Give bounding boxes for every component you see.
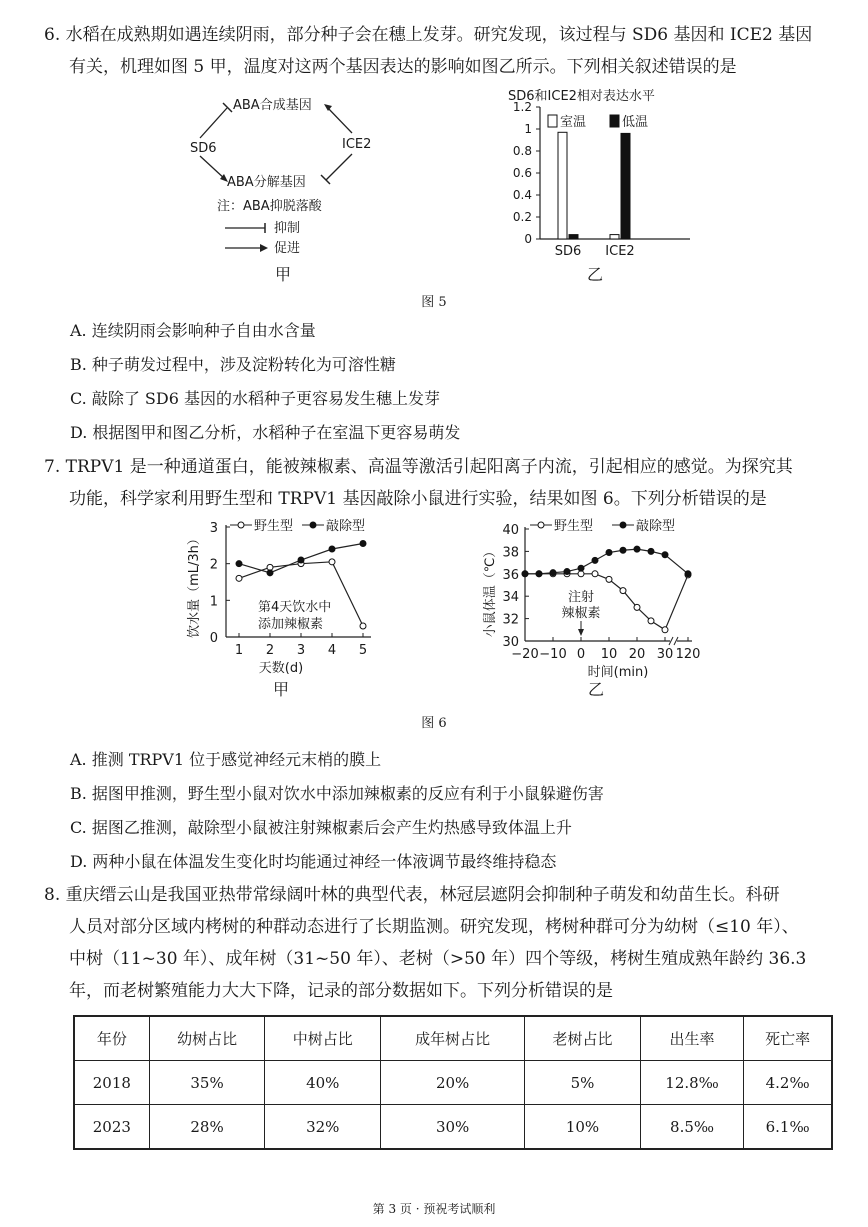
x-tick-label: 120 (675, 647, 701, 662)
table-cell: 5% (525, 1061, 641, 1105)
data-point (606, 576, 612, 582)
x-tick-label: −10 (539, 647, 567, 662)
table-header-cell: 中树占比 (265, 1016, 381, 1061)
data-point (648, 548, 654, 554)
y-tick-label: 36 (502, 567, 519, 583)
diagram-note: 注：ABA抑脱落酸 (217, 199, 322, 214)
table-cell: 32% (265, 1105, 381, 1150)
table-cell: 40% (265, 1061, 381, 1105)
y-tick-label: 0.6 (512, 166, 532, 180)
table-header-row (74, 1016, 832, 1061)
legend-inhibit-label: 抑制 (274, 221, 301, 236)
data-point (606, 550, 612, 556)
data-point (578, 571, 584, 577)
data-point (360, 541, 366, 547)
table-header-cell: 年份 (74, 1016, 149, 1061)
q8-stem-line2: 人员对部分区域内栲树的种群动态进行了长期监测。研究发现，栲树种群可分为幼树（≤10 年）、 (69, 917, 799, 937)
data-point (536, 571, 542, 577)
fig5-caption: 图 5 (421, 295, 447, 310)
legend-marker-ko (620, 522, 626, 528)
y-tick-label: 0 (209, 631, 218, 646)
table-cell: 12.8‰ (640, 1061, 743, 1105)
sd6-inhibit-line (200, 108, 227, 138)
fig6b-sublabel: 乙 (587, 680, 605, 699)
legend-marker-ko (310, 522, 316, 528)
fig6-caption: 图 6 (421, 716, 447, 731)
q6-stem-line1: 6. 水稻在成熟期如遇连续阴雨，部分种子会在穗上发芽。研究发现，该过程与 SD6 基因和 ICE2 基因 (44, 25, 813, 45)
node-sd6: SD6 (190, 141, 217, 156)
data-point (329, 546, 335, 552)
q7-stem-line1: 7. TRPV1 是一种通道蛋白，能被辣椒素、高温等激活引起阳离子内流，引起相应的感觉。为探究其 (44, 457, 793, 477)
data-point (634, 546, 640, 552)
y-tick-label: 40 (502, 523, 519, 538)
table-header-cell: 幼树占比 (149, 1016, 265, 1061)
table-cell: 35% (149, 1061, 265, 1105)
table-row (74, 1105, 832, 1150)
x-tick-label: 4 (327, 643, 337, 658)
legend-label-ko: 敲除型 (636, 519, 676, 534)
data-point (648, 618, 654, 624)
legend-label-wild: 野生型 (554, 519, 594, 534)
y-tick-label: 3 (209, 521, 218, 536)
q8-stem-line4: 年，而老树繁殖能力大大下降，记录的部分数据如下。下列分析错误的是 (69, 981, 613, 1001)
q6-stem-line2: 有关，机理如图 5 甲，温度对这两个基因表达的影响如图乙所示。下列相关叙述错误的是 (69, 57, 737, 77)
legend-swatch-room (548, 115, 557, 127)
data-point (564, 569, 570, 575)
data-point (298, 557, 304, 563)
x-axis-label: 天数(d) (258, 661, 304, 676)
bar (569, 235, 578, 239)
q6-option-c[interactable]: C. 敲除了 SD6 基因的水稻种子更容易发生穗上发芽 (70, 389, 440, 408)
data-point (578, 565, 584, 571)
data-point (236, 575, 242, 581)
x-tick-label: −20 (511, 647, 539, 662)
data-point (620, 547, 626, 553)
q7-option-b[interactable]: B. 据图甲推测，野生型小鼠对饮水中添加辣椒素的反应有利于小鼠躲避伤害 (70, 784, 604, 803)
data-point (236, 561, 242, 567)
ice2-inhibit-bar (321, 175, 330, 184)
ice2-inhibit-line (326, 154, 352, 180)
legend-promote-label: 促进 (274, 241, 301, 256)
legend-promote-arrowhead (260, 244, 268, 252)
x-tick-label: 20 (628, 647, 646, 662)
data-point (634, 604, 640, 610)
y-tick-label: 30 (502, 635, 519, 650)
legend-label-ko: 敲除型 (326, 519, 366, 534)
node-ice2: ICE2 (342, 137, 372, 152)
q7-option-d[interactable]: D. 两种小鼠在体温发生变化时均能通过神经一体液调节最终维持稳态 (70, 852, 557, 871)
data-point (592, 557, 598, 563)
table-header-cell: 出生率 (640, 1016, 743, 1061)
data-point (329, 559, 335, 565)
bar (558, 132, 567, 239)
annotation-line2: 辣椒素 (561, 606, 601, 621)
x-axis-label: 时间(min) (587, 665, 649, 680)
data-point (522, 571, 528, 577)
data-point (685, 571, 691, 577)
y-tick-label: 38 (502, 545, 519, 561)
table-cell: 8.5‰ (640, 1105, 743, 1150)
series-line (525, 574, 688, 630)
data-point (550, 570, 556, 576)
table-cell: 10% (525, 1105, 641, 1150)
q8-stem-line3: 中树（11~30 年）、成年树（31~50 年）、老树（>50 年）四个等级，栲树生殖成熟年龄约 36.3 (69, 949, 807, 969)
x-tick-label: 3 (296, 643, 306, 658)
table-header-cell: 老树占比 (525, 1016, 641, 1061)
q6-option-d[interactable]: D. 根据图甲和图乙分析，水稻种子在室温下更容易萌发 (70, 423, 461, 442)
bar (610, 235, 619, 239)
x-tick-label: 0 (576, 647, 586, 662)
table-cell: 28% (149, 1105, 265, 1150)
legend-marker-wild (238, 522, 244, 528)
legend-marker-wild (538, 522, 544, 528)
bar-chart-title: SD6和ICE2相对表达水平 (508, 89, 655, 104)
x-tick-label: 1 (234, 643, 244, 658)
fig5a-diagram (180, 86, 380, 286)
fig6a-line-chart (180, 515, 380, 705)
legend-label-cold: 低温 (622, 115, 649, 130)
table-cell: 2023 (74, 1105, 149, 1150)
x-tick-label: 10 (600, 647, 618, 662)
y-axis-label: 饮水量（mL/3h） (187, 532, 202, 638)
table-cell: 2018 (74, 1061, 149, 1105)
x-tick-label: SD6 (554, 244, 582, 259)
y-tick-label: 34 (502, 590, 519, 606)
y-tick-label: 1 (524, 122, 532, 136)
page-footer: 第 3 页 · 预祝考试顺利 (372, 1202, 496, 1216)
data-point (592, 571, 598, 577)
legend-swatch-cold (610, 115, 619, 127)
x-tick-label: 2 (265, 643, 275, 658)
data-point (662, 627, 668, 633)
y-axis-label: 小鼠体温（℃） (483, 544, 498, 638)
q7-option-c[interactable]: C. 据图乙推测，敲除型小鼠被注射辣椒素后会产生灼热感导致体温上升 (70, 818, 572, 837)
y-tick-label: 0 (524, 232, 532, 246)
y-tick-label: 0.2 (512, 210, 532, 224)
table-header-cell: 成年树占比 (381, 1016, 525, 1061)
y-tick-label: 32 (502, 612, 519, 628)
data-point (267, 570, 273, 576)
y-tick-label: 0.4 (512, 188, 532, 202)
x-tick-label: ICE2 (605, 244, 635, 259)
table-cell: 20% (381, 1061, 525, 1105)
q6-option-a[interactable]: A. 连续阴雨会影响种子自由水含量 (70, 321, 316, 340)
table-cell: 30% (381, 1105, 525, 1150)
fig5b-bar-chart (500, 86, 730, 286)
q8-stem-line1: 8. 重庆缙云山是我国亚热带常绿阔叶林的典型代表，林冠层遮阴会抑制种子萌发和幼苗生长。科研 (44, 885, 780, 905)
q7-option-a[interactable]: A. 推测 TRPV1 位于感觉神经元末梢的膜上 (70, 750, 382, 769)
y-tick-label: 0.8 (512, 144, 532, 158)
fig6b-line-chart (480, 515, 730, 705)
fig5b-sublabel: 乙 (586, 265, 604, 284)
data-point (620, 588, 626, 594)
fig6a-sublabel: 甲 (272, 680, 290, 699)
ice2-promote-line (326, 106, 352, 133)
annotation-line1: 第4天饮水中 (258, 600, 332, 615)
q8-data-table (73, 1015, 833, 1150)
table-cell: 6.1‰ (744, 1105, 832, 1150)
node-aba-decomposition: ABA分解基因 (227, 175, 306, 190)
y-tick-label: 2 (209, 557, 218, 573)
y-tick-label: 1.2 (512, 100, 532, 114)
q6-option-b[interactable]: B. 种子萌发过程中，涉及淀粉转化为可溶性糖 (70, 355, 396, 374)
bar (621, 133, 630, 239)
legend-label-room: 室温 (560, 115, 587, 130)
legend-label-wild: 野生型 (254, 519, 294, 534)
node-aba-synthesis: ABA合成基因 (233, 98, 312, 113)
data-point (360, 623, 366, 629)
y-tick-label: 1 (209, 594, 218, 610)
table-header-cell: 死亡率 (744, 1016, 832, 1061)
x-tick-label: 30 (656, 647, 674, 662)
ice2-promote-arrowhead (324, 104, 332, 111)
x-tick-label: 5 (358, 643, 368, 658)
annotation-line2: 添加辣椒素 (258, 617, 324, 632)
annotation-line1: 注射 (567, 590, 595, 605)
fig5a-sublabel: 甲 (275, 265, 292, 284)
table-cell: 4.2‰ (744, 1061, 832, 1105)
data-point (662, 552, 668, 558)
annotation-arrowhead (578, 629, 584, 636)
table-row (74, 1061, 832, 1105)
q7-stem-line2: 功能，科学家利用野生型和 TRPV1 基因敲除小鼠进行实验，结果如图 6。下列分析错误的是 (69, 489, 767, 509)
